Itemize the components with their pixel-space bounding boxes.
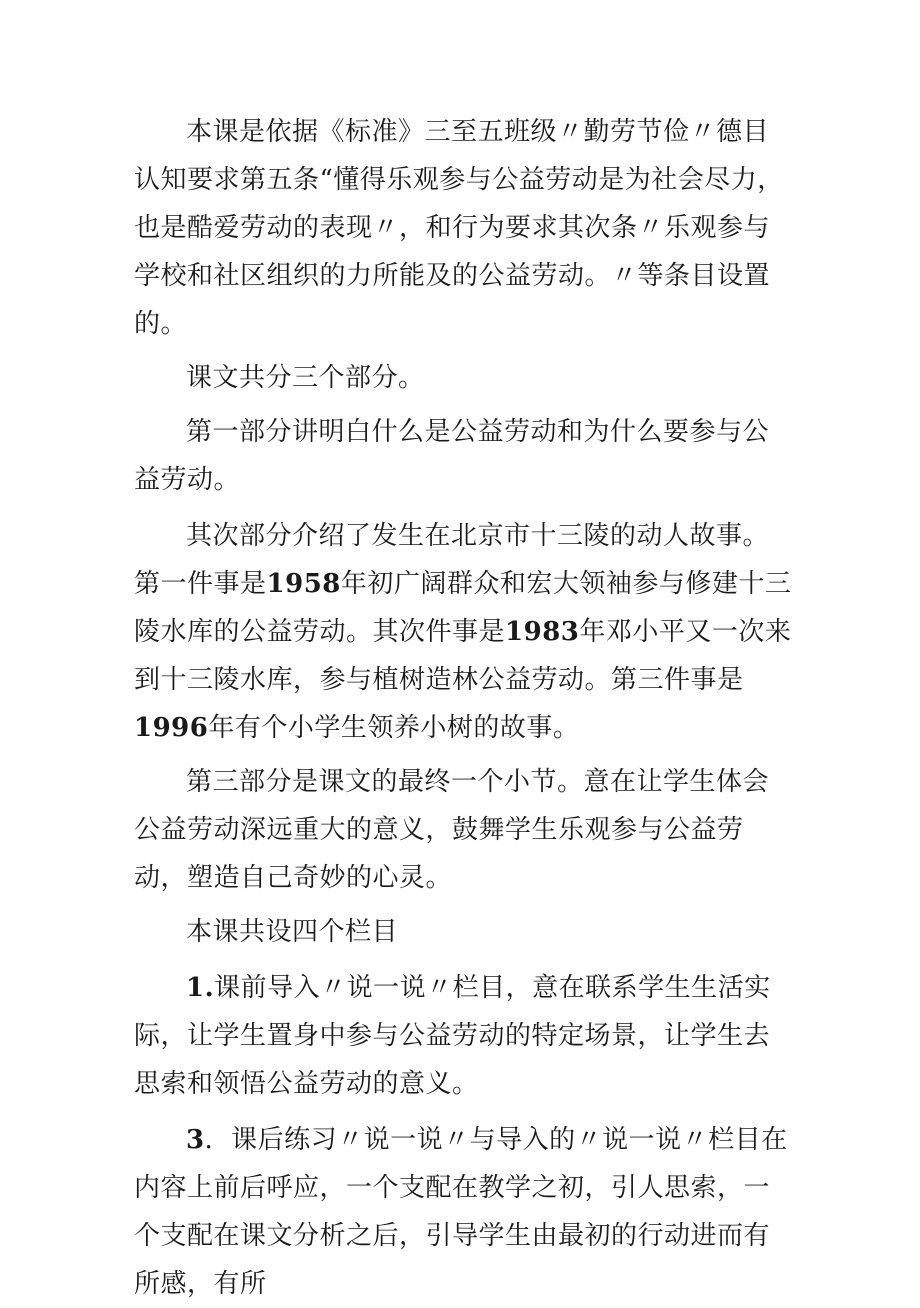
paragraph-column-three: 3．课后练习〃说一说〃与导入的〃说一说〃栏目在内容上前后呼应，一个支配在教学之初，引人思索，一个支配在课文分析之后，引导学生由最初的行动进而有所感，有所 — [134, 1125, 788, 1299]
document-body — [134, 108, 794, 1308]
paragraph-part-two: 其次部分介绍了发生在北京市十三陵的动人故事。第一件事是1958年初广阔群众和宏大领袖参与修建十三陵水库的公益劳动。其次件事是1983年邓小平又一次来到十三陵水库，参与植树造林公益劳动。第三件事是1996年有个小学生领养小树的故事。 — [134, 521, 792, 743]
paragraph-part-one: 第一部分讲明白什么是公益劳动和为什么要参与公益劳动。 — [134, 417, 770, 495]
item-number-1: 1. — [186, 973, 215, 1003]
paragraph-intro: 本课是依据《标准》三至五班级〃勤劳节俭〃德目认知要求第五条“懂得乐观参与公益劳动是为社会尽力，也是酷爱劳动的表现〃，和行为要求其次条〃乐观参与学校和社区组织的力所能及的公益劳动。〃等条目设置的。 — [134, 117, 784, 339]
year-1996: 1996 — [134, 713, 209, 743]
paragraph-column-one: 1.课前导入〃说一说〃栏目，意在联系学生生活实际，让学生置身中参与公益劳动的特定场景，让学生去思索和领悟公益劳动的意义。 — [134, 973, 771, 1099]
year-1958: 1958 — [266, 569, 341, 599]
item-number-3: 3 — [186, 1125, 205, 1155]
paragraph-columns-heading: 本课共设四个栏目 — [186, 917, 399, 947]
year-1983: 1983 — [505, 617, 580, 647]
paragraph-structure: 课文共分三个部分。 — [186, 363, 425, 393]
paragraph-part-three: 第三部分是课文的最终一个小节。意在让学生体会公益劳动深远重大的意义，鼓舞学生乐观参与公益劳动，塑造自己奇妙的心灵。 — [134, 767, 770, 893]
